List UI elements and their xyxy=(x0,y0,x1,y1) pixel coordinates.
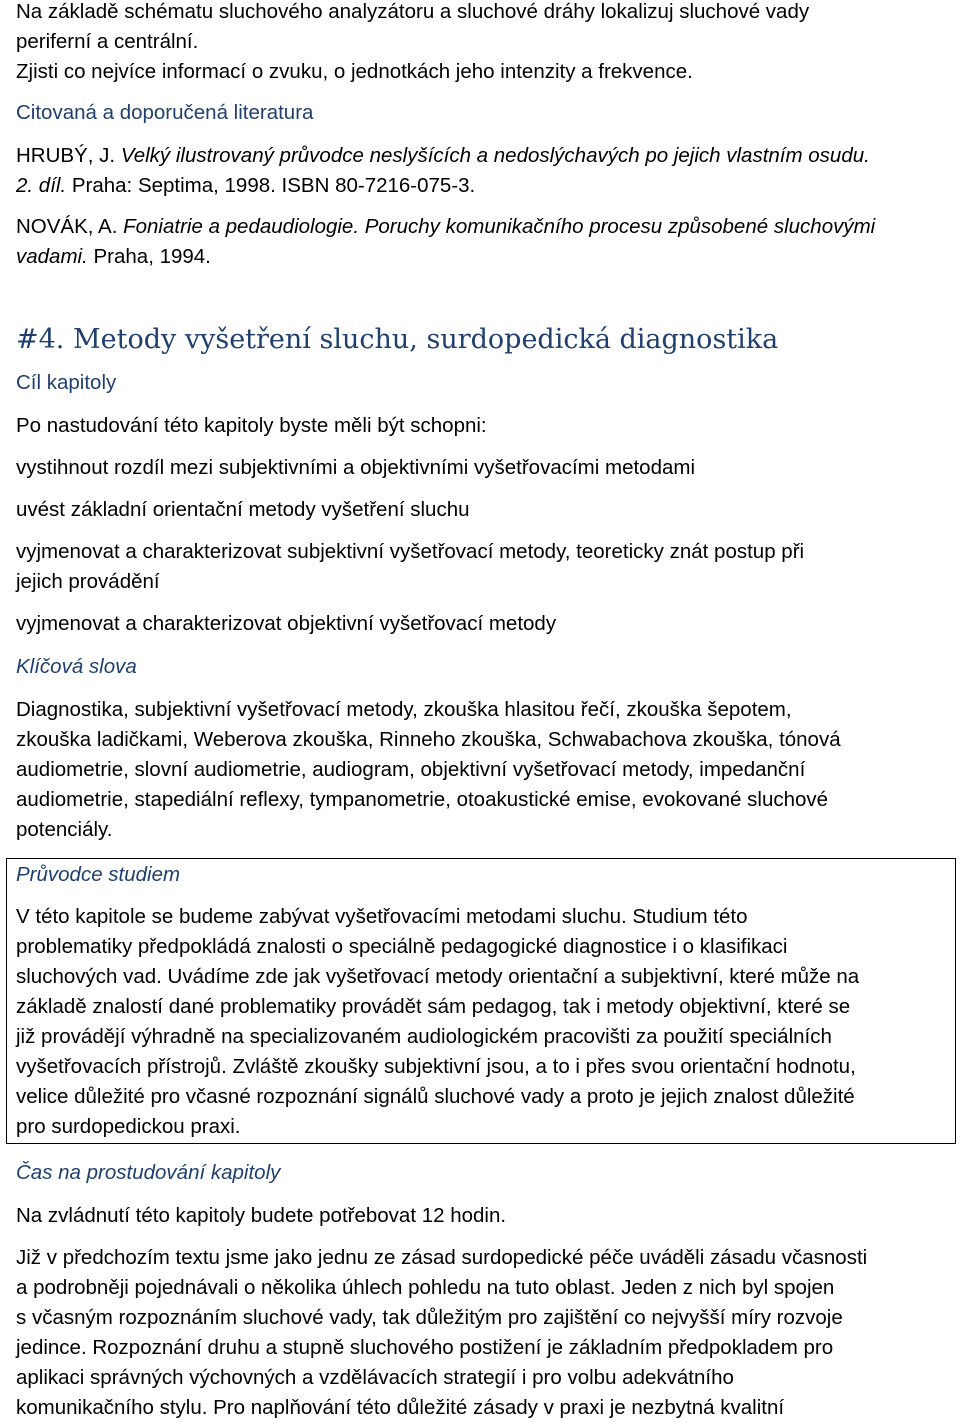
guide-line: již provádějí výhradně na specializovaném audiologickém pracovišti za použití speciálních xyxy=(16,1025,832,1048)
ref1-part: 2. díl. xyxy=(16,174,67,197)
ref1-author: HRUBÝ, J. xyxy=(16,144,116,167)
keywords-line: audiometrie, slovní audiometrie, audiogram, objektivní vyšetřovací metody, impedanční xyxy=(16,758,806,781)
guide-line: V této kapitole se budeme zabývat vyšetřovacími metodami sluchu. Studium této xyxy=(16,905,748,928)
keywords-line: potenciály. xyxy=(16,818,113,841)
reference-2 xyxy=(16,212,944,242)
chapter-heading xyxy=(16,320,778,360)
reference-1 xyxy=(16,141,944,171)
ref1-publisher: Praha: Septima, 1998. ISBN 80-7216-075-3. xyxy=(71,174,476,197)
ref2-author: NOVÁK, A. xyxy=(16,215,118,238)
intro-line: Na základě schématu sluchového analyzátoru a sluchové dráhy lokalizuj sluchové vady xyxy=(16,0,810,23)
guide-line: problematiky předpokládá znalosti o speciálně pedagogické diagnostice i o klasifikaci xyxy=(16,935,788,958)
chapter-number: #4. xyxy=(16,324,65,355)
guide-heading: Průvodce studiem xyxy=(16,863,181,886)
keywords-line: Diagnostika, subjektivní vyšetřovací metody, zkouška hlasitou řečí, zkouška šepotem, xyxy=(16,698,792,721)
body-line: jedince. Rozpoznání druhu a stupně sluchového postižení je základním předpokladem pro xyxy=(16,1336,834,1359)
time-text: Na zvládnutí této kapitoly budete potřebovat 12 hodin. xyxy=(16,1204,507,1227)
goal-item: uvést základní orientační metody vyšetření sluchu xyxy=(16,498,470,521)
goal-item-cont: jejich provádění xyxy=(16,570,160,593)
literature-heading: Citovaná a doporučená literatura xyxy=(16,101,314,124)
time-heading: Čas na prostudování kapitoly xyxy=(16,1161,281,1184)
keywords-line: zkouška ladičkami, Weberova zkouška, Rinneho zkouška, Schwabachova zkouška, tónová xyxy=(16,728,841,751)
ref2-publisher: Praha, 1994. xyxy=(93,245,211,268)
goal-intro: Po nastudování této kapitoly byste měli být schopni: xyxy=(16,414,487,437)
guide-line: velice důležité pro včasné rozpoznání signálů sluchové vady a proto je jejich znalost důležité xyxy=(16,1085,855,1108)
intro-line: Zjisti co nejvíce informací o zvuku, o jednotkách jeho intenzity a frekvence. xyxy=(16,60,693,83)
goal-item: vyjmenovat a charakterizovat objektivní vyšetřovací metody xyxy=(16,612,557,635)
intro-line: periferní a centrální. xyxy=(16,30,199,53)
goal-item: vyjmenovat a charakterizovat subjektivní vyšetřovací metody, teoreticky znát postup při xyxy=(16,540,805,563)
body-line: s včasným rozpoznáním sluchové vady, tak důležitým pro zajištění co nejvyšší míry rozvoje xyxy=(16,1306,843,1329)
reference-2-cont xyxy=(16,242,944,272)
guide-line: vyšetřovacích přístrojů. Zvláště zkoušky subjektivní jsou, a to i přes svou orientační hodnotu, xyxy=(16,1055,856,1078)
body-line: aplikaci správných výchovných a vzdělávacích strategií i pro volbu adekvátního xyxy=(16,1366,734,1389)
keywords-heading: Klíčová slova xyxy=(16,655,137,678)
reference-1-cont xyxy=(16,171,944,201)
ref1-title: Velký ilustrovaný průvodce neslyšících a nedoslýchavých po jejich vlastním osudu. xyxy=(120,144,870,167)
goal-heading: Cíl kapitoly xyxy=(16,371,117,394)
keywords-line: audiometrie, stapediální reflexy, tympanometrie, otoakustické emise, evokované sluchové xyxy=(16,788,829,811)
ref2-title: Foniatrie a pedaudiologie. Poruchy komunikačního procesu způsobené sluchovými xyxy=(123,215,876,238)
chapter-title: Metody vyšetření sluchu, surdopedická diagnostika xyxy=(72,324,779,355)
body-line: a podrobněji pojednávali o několika úhlech pohledu na tuto oblast. Jeden z nich byl spojen xyxy=(16,1276,835,1299)
guide-line: základě znalostí dané problematiky provádět sám pedagog, tak i metody objektivní, které se xyxy=(16,995,851,1018)
body-line: Již v předchozím textu jsme jako jednu ze zásad surdopedické péče uváděli zásadu včasnosti xyxy=(16,1246,868,1269)
body-line: komunikačního stylu. Pro naplňování této důležité zásady v praxi je nezbytná kvalitní xyxy=(16,1396,785,1419)
guide-line: pro surdopedickou praxi. xyxy=(16,1115,241,1138)
ref2-title-cont: vadami. xyxy=(16,245,88,268)
goal-item: vystihnout rozdíl mezi subjektivními a objektivními vyšetřovacími metodami xyxy=(16,456,696,479)
guide-line: sluchových vad. Uvádíme zde jak vyšetřovací metody orientační a subjektivní, které může na xyxy=(16,965,860,988)
